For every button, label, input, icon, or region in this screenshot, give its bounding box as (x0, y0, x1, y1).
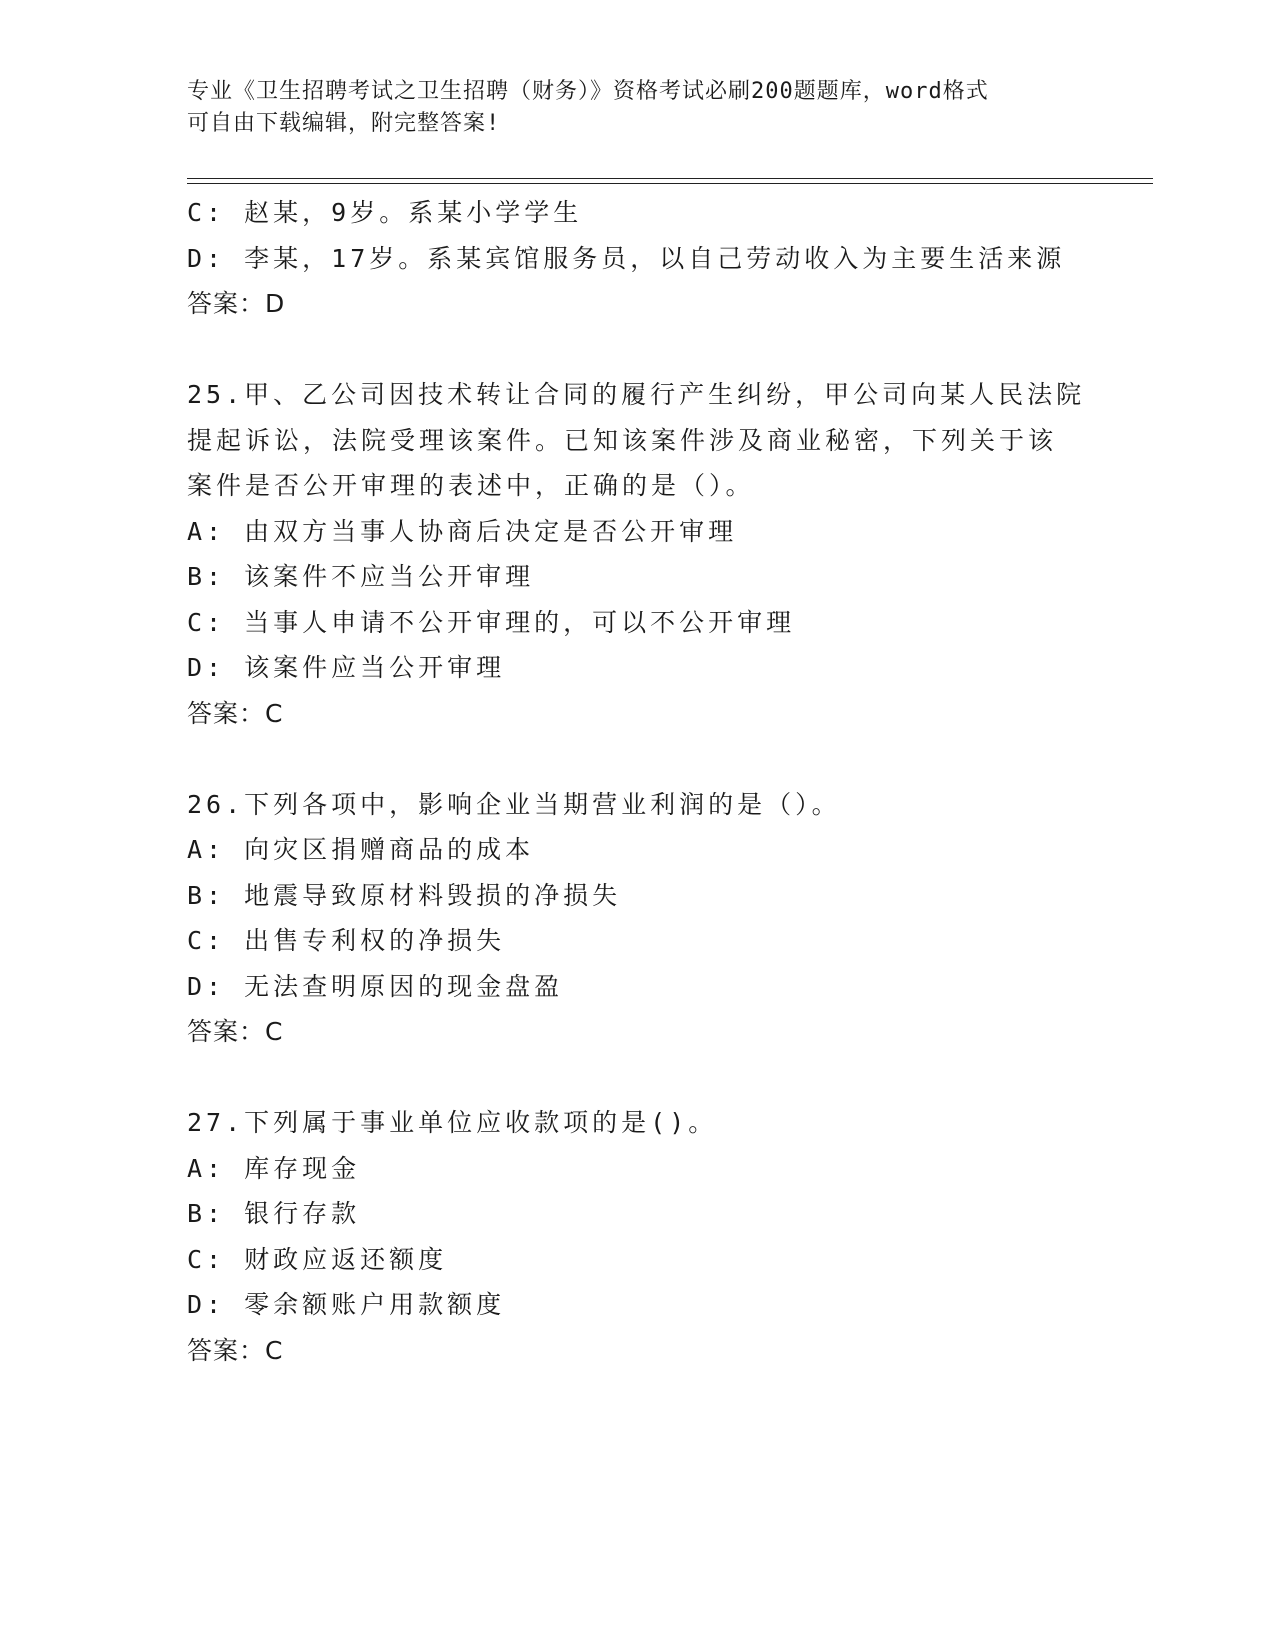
question-25 (187, 372, 1087, 736)
answer-line: 答案：C (187, 1335, 284, 1365)
option-a: A: 库存现金 (187, 1153, 361, 1183)
answer-line: 答案：C (187, 1017, 284, 1046)
question-stem-line: 27.下列属于事业单位应收款项的是()。 (187, 1108, 718, 1137)
option-d: D: 零余额账户用款额度 (187, 1290, 506, 1319)
option-c: C: 出售专利权的净损失 (187, 926, 506, 955)
question-list (187, 190, 1087, 1373)
option-b: B: 该案件不应当公开审理 (187, 562, 535, 591)
question-stem-line: 26.下列各项中，影响企业当期营业利润的是（）。 (187, 789, 841, 819)
option-b: B: 地震导致原材料毁损的净损失 (187, 880, 622, 910)
question-24-tail (187, 190, 1087, 327)
answer-line: 答案：D (187, 289, 286, 318)
option-a: A: 由双方当事人协商后决定是否公开审理 (187, 516, 738, 546)
question-26 (187, 782, 1087, 1055)
header-divider-bottom (187, 183, 1153, 184)
header-divider-top (187, 178, 1153, 179)
spacer (187, 736, 1087, 782)
question-27 (187, 1100, 1087, 1373)
option-c: C: 赵某，9岁。系某小学学生 (187, 198, 583, 227)
option-d: D: 该案件应当公开审理 (187, 653, 506, 682)
option-c: C: 当事人申请不公开审理的，可以不公开审理 (187, 607, 796, 637)
question-stem-line: 25.甲、乙公司因技术转让合同的履行产生纠纷，甲公司向某人民法院 (187, 380, 1086, 409)
spacer (187, 327, 1087, 373)
option-d: D: 李某，17岁。系某宾馆服务员，以自己劳动收入为主要生活来源 (187, 243, 1066, 273)
option-c: C: 财政应返还额度 (187, 1244, 448, 1274)
question-stem-line: 案件是否公开审理的表述中，正确的是（）。 (187, 471, 755, 500)
header-title-line-2: 可自由下载编辑，附完整答案! (187, 111, 501, 136)
document-header (187, 76, 1087, 140)
spacer (187, 1055, 1087, 1101)
option-a: A: 向灾区捐赠商品的成本 (187, 835, 535, 864)
answer-line: 答案：C (187, 698, 284, 728)
option-d: D: 无法查明原因的现金盘盈 (187, 971, 564, 1001)
option-b: B: 银行存款 (187, 1199, 361, 1228)
header-title-line-1: 专业《卫生招聘考试之卫生招聘（财务）》资格考试必刷200题题库，word格式 (187, 79, 989, 104)
question-stem-line: 提起诉讼，法院受理该案件。已知该案件涉及商业秘密，下列关于该 (187, 425, 1058, 455)
